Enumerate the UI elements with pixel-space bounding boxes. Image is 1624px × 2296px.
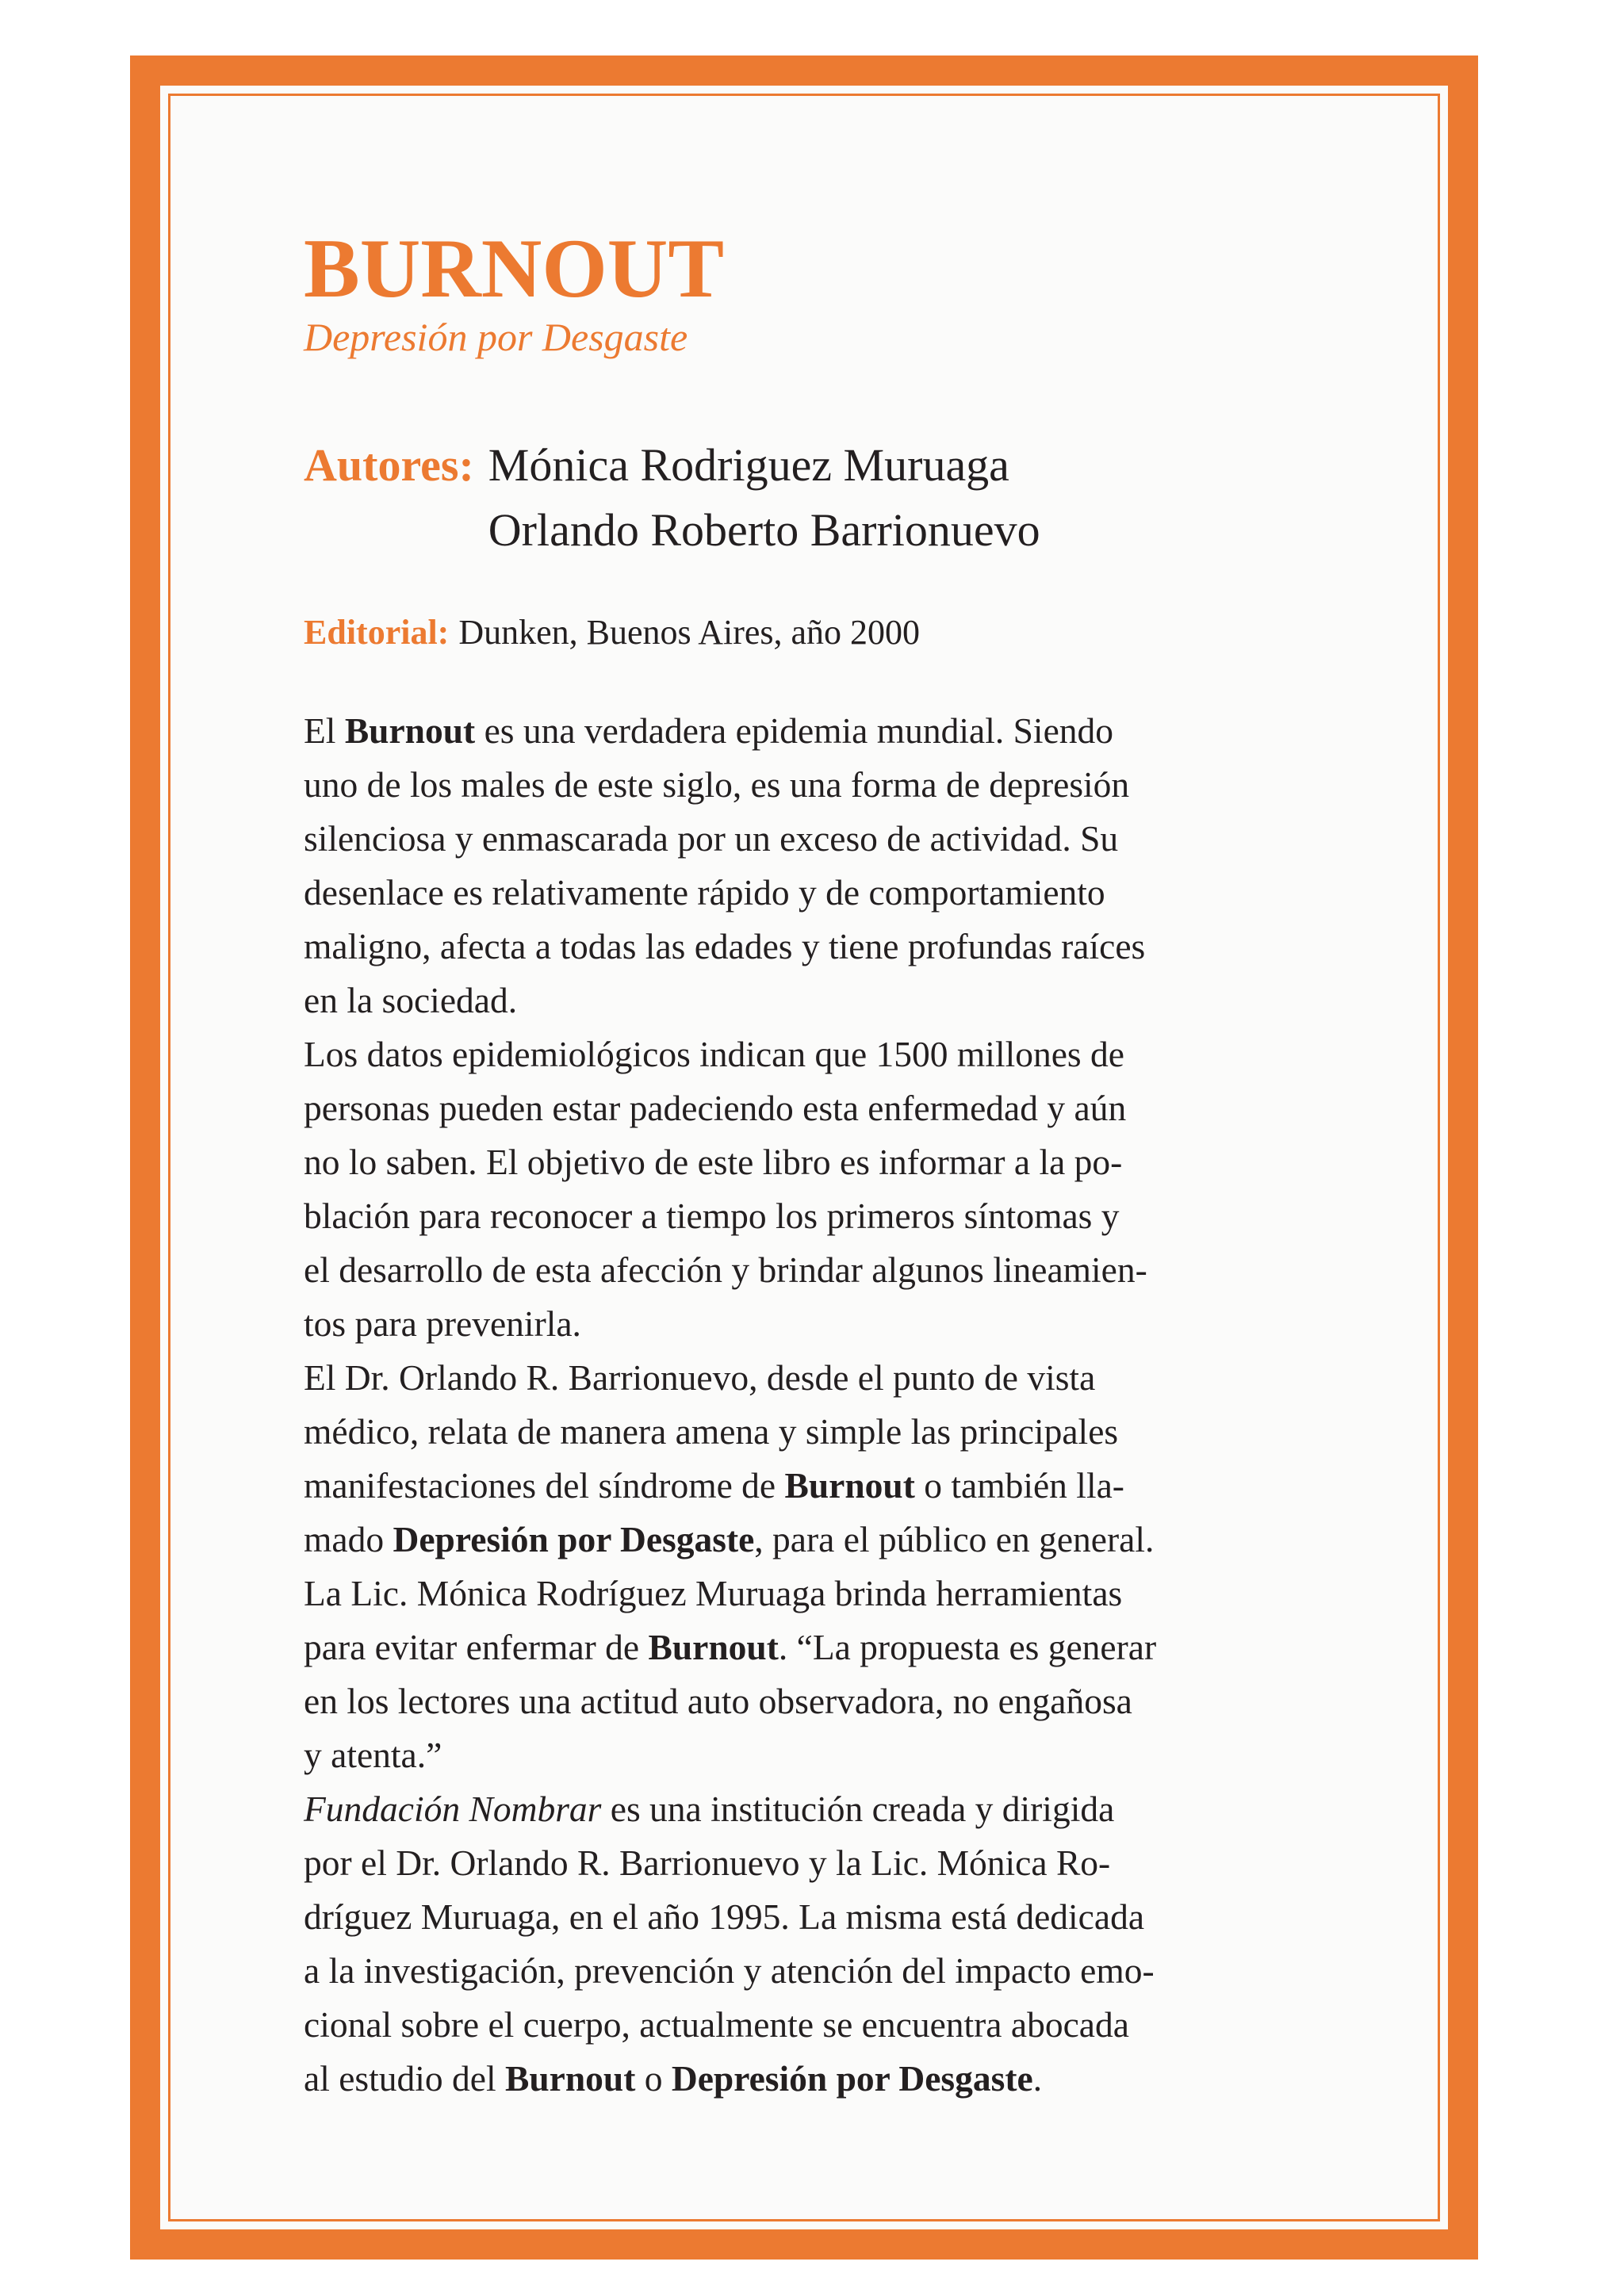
author-name: Orlando Roberto Barrionuevo <box>488 504 1040 556</box>
text-line <box>304 1621 1335 1674</box>
book-subtitle: Depresión por Desgaste <box>304 315 688 359</box>
text-segment: Los datos epidemiológicos indican que 1500 millones de <box>304 1034 1124 1074</box>
text-segment: . “La propuesta es generar <box>778 1627 1157 1667</box>
text-segment: silenciosa y enmascarada por un exceso de actividad. Su <box>304 818 1119 859</box>
text-segment: es una verdadera epidemia mundial. Siendo <box>475 710 1114 751</box>
bold-text: Depresión por Desgaste <box>671 2058 1033 2099</box>
page-panel <box>160 86 1448 2229</box>
text-line <box>304 1459 1335 1513</box>
bold-text: Burnout <box>504 2058 636 2099</box>
text-line <box>304 704 1335 758</box>
text-segment: La Lic. Mónica Rodríguez Muruaga brinda herramientas <box>304 1573 1123 1613</box>
text-segment: por el Dr. Orlando R. Barrionuevo y la Lic. Mónica Ro- <box>304 1843 1111 1883</box>
text-segment: desenlace es relativamente rápido y de comportamiento <box>304 872 1105 913</box>
description-text <box>304 704 1335 2106</box>
text-segment: en los lectores una actitud auto observadora, no engañosa <box>304 1681 1132 1721</box>
text-line <box>304 1405 1335 1459</box>
text-line <box>304 812 1335 866</box>
text-line <box>304 1297 1335 1351</box>
text-segment: . <box>1032 2058 1043 2099</box>
text-segment: es una institución creada y dirigida <box>601 1789 1115 1829</box>
text-line <box>304 1567 1335 1621</box>
editorial-line <box>304 610 1335 655</box>
bold-text: Burnout <box>648 1627 779 1667</box>
bold-text: Burnout <box>784 1465 915 1506</box>
text-segment: al estudio del <box>304 2058 505 2099</box>
text-line <box>304 1243 1335 1297</box>
text-line <box>304 1027 1335 1081</box>
book-info <box>304 222 1335 2106</box>
text-segment: y atenta.” <box>304 1735 442 1775</box>
text-line <box>304 1513 1335 1567</box>
text-line <box>304 2052 1335 2106</box>
orange-border-frame <box>130 55 1478 2260</box>
text-line <box>304 1189 1335 1243</box>
text-segment: personas pueden estar padeciendo esta enfermedad y aún <box>304 1088 1127 1128</box>
text-line <box>304 1998 1335 2052</box>
text-line <box>304 1836 1335 1890</box>
text-segment: o <box>635 2058 672 2099</box>
text-line <box>304 1135 1335 1189</box>
text-segment: cional sobre el cuerpo, actualmente se encuentra abocada <box>304 2004 1129 2045</box>
text-segment: mado <box>304 1519 393 1559</box>
text-segment: blación para reconocer a tiempo los primeros síntomas y <box>304 1196 1120 1236</box>
text-segment: , para el público en general. <box>754 1519 1155 1559</box>
italic-text: Fundación Nombrar <box>304 1789 602 1829</box>
text-segment: para evitar enfermar de <box>304 1627 649 1667</box>
text-line <box>304 1674 1335 1728</box>
text-segment: dríguez Muruaga, en el año 1995. La misma está dedicada <box>304 1896 1145 1937</box>
editorial-value: Dunken, Buenos Aires, año 2000 <box>458 613 921 652</box>
book-title: BURNOUT <box>304 222 725 315</box>
text-segment: El Dr. Orlando R. Barrionuevo, desde el punto de vista <box>304 1357 1096 1398</box>
editorial-label: Editorial: <box>304 613 450 652</box>
text-line <box>304 1081 1335 1135</box>
authors-label: Autores: <box>304 439 474 491</box>
author-name: Mónica Rodriguez Muruaga <box>488 439 1009 491</box>
text-segment: en la sociedad. <box>304 980 518 1020</box>
text-segment: tos para prevenirla. <box>304 1303 581 1344</box>
text-line <box>304 1890 1335 1944</box>
authors-block <box>304 433 1335 563</box>
text-line <box>304 920 1335 974</box>
text-segment: el desarrollo de esta afección y brindar algunos lineamien- <box>304 1249 1147 1290</box>
text-segment: maligno, afecta a todas las edades y tiene profundas raíces <box>304 926 1146 966</box>
text-segment: no lo saben. El objetivo de este libro es informar a la po- <box>304 1142 1123 1182</box>
text-line <box>304 1782 1335 1836</box>
text-line <box>304 1944 1335 1998</box>
text-line <box>304 866 1335 920</box>
bold-text: Burnout <box>344 710 476 751</box>
text-segment: El <box>304 710 345 751</box>
text-segment: médico, relata de manera amena y simple las principales <box>304 1411 1119 1452</box>
authors-list <box>488 433 1040 563</box>
text-line <box>304 1351 1335 1405</box>
text-line <box>304 974 1335 1027</box>
bold-text: Depresión por Desgaste <box>393 1519 755 1559</box>
text-segment: o también lla- <box>914 1465 1124 1506</box>
text-segment: uno de los males de este siglo, es una forma de depresión <box>304 764 1130 805</box>
text-line <box>304 758 1335 812</box>
text-line <box>304 1728 1335 1782</box>
text-segment: manifestaciones del síndrome de <box>304 1465 785 1506</box>
text-segment: a la investigación, prevención y atención del impacto emo- <box>304 1950 1155 1991</box>
